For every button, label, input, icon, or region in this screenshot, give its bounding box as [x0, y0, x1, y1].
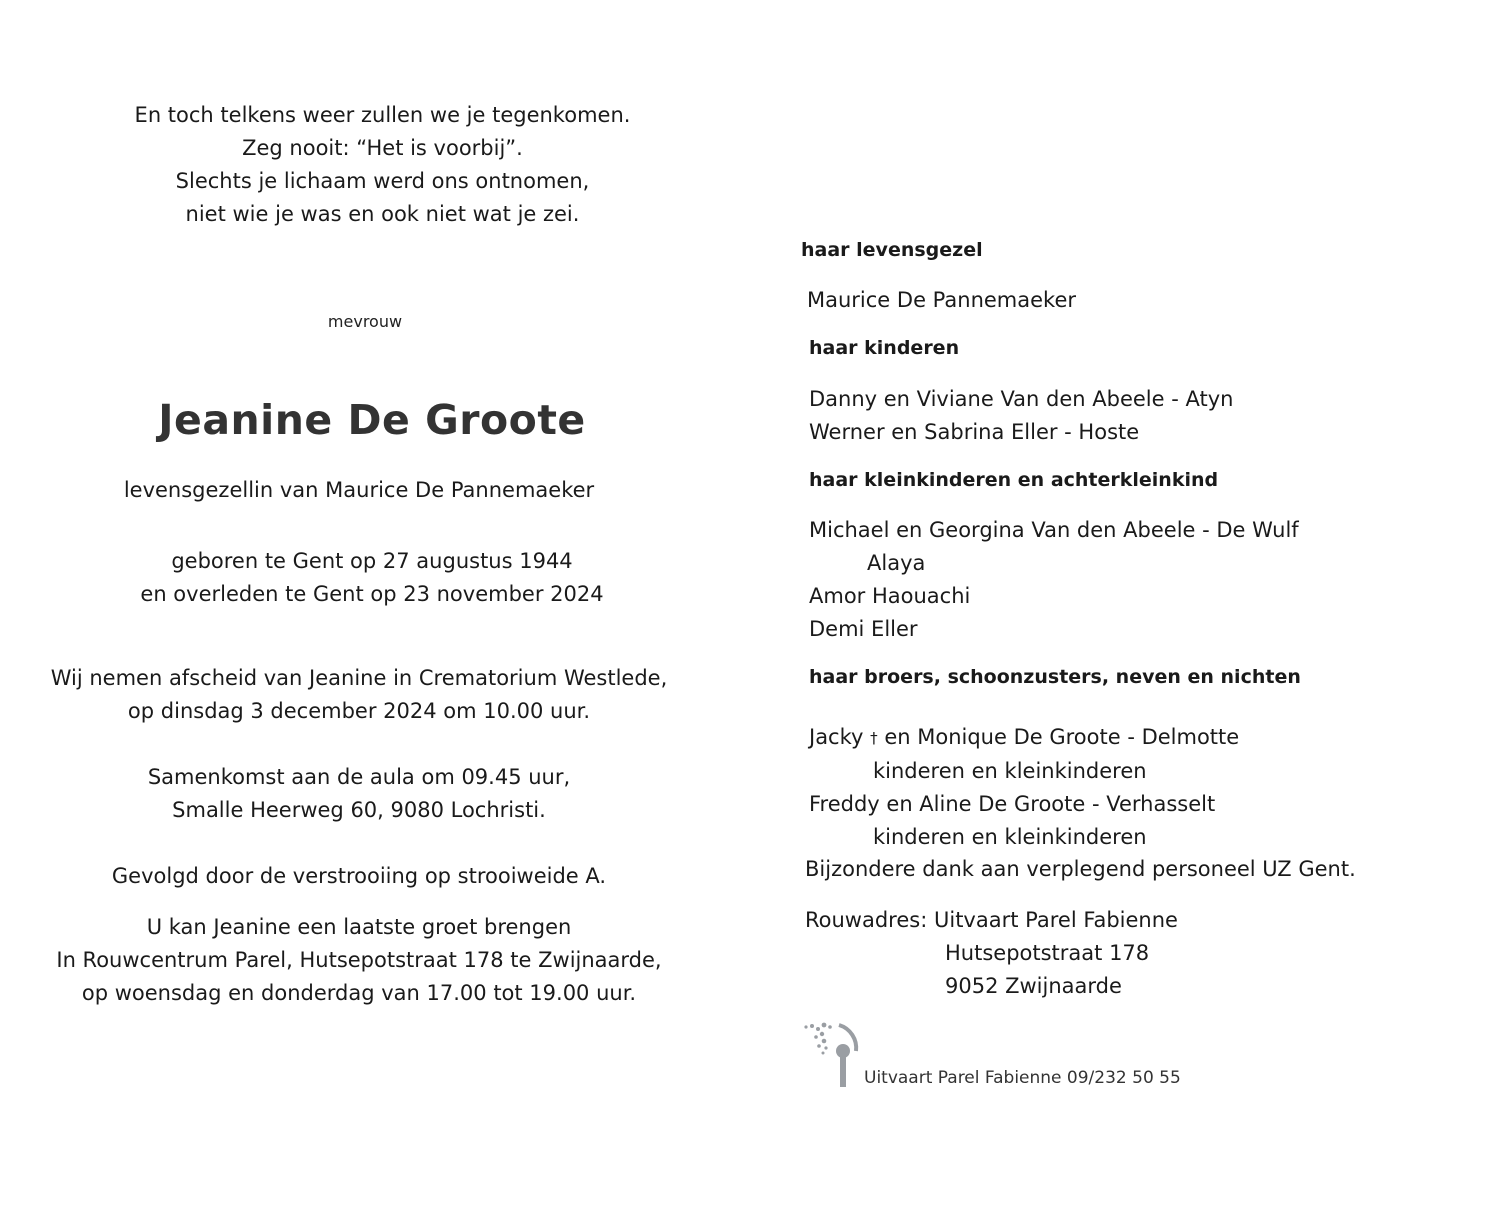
list-item: [809, 721, 1239, 755]
funeral-home-contact: Uitvaart Parel Fabienne 09/232 50 55: [864, 1068, 1181, 1088]
gathering-line: Samenkomst aan de aula om 09.45 uur,: [147, 765, 571, 789]
children-header: haar kinderen: [809, 337, 960, 359]
poem-line: Slechts je lichaam werd ons ontnomen,: [175, 169, 590, 193]
list-item: Michael en Georgina Van den Abeele - De Wulf: [809, 518, 1299, 542]
death-line: en overleden te Gent op 23 november 2024: [140, 582, 604, 606]
ceremony-info: [0, 662, 718, 728]
partner-header: haar levensgezel: [801, 239, 983, 261]
visitation-line: In Rouwcentrum Parel, Hutsepotstraat 178 te Zwijnaarde,: [56, 948, 662, 972]
list-item: kinderen en kleinkinderen: [873, 759, 1147, 783]
ceremony-line: op dinsdag 3 december 2024 om 10.00 uur.: [127, 699, 591, 723]
gathering-line: Smalle Heerweg 60, 9080 Lochristi.: [172, 798, 546, 822]
list-item: kinderen en kleinkinderen: [873, 825, 1147, 849]
grandchildren-list: [809, 514, 1299, 646]
visitation-line: op woensdag en donderdag van 17.00 tot 19.00 uur.: [81, 981, 637, 1005]
thanks-line: Bijzondere dank aan verplegend personeel UZ Gent.: [805, 857, 1356, 881]
deceased-name: Jeanine De Groote: [158, 396, 586, 444]
scattering-info: Gevolgd door de verstrooiing op strooiweide A.: [111, 864, 607, 888]
address-label: Rouwadres:: [805, 908, 928, 932]
list-item: Danny en Viviane Van den Abeele - Atyn: [809, 387, 1234, 411]
address-city: 9052 Zwijnaarde: [945, 974, 1122, 998]
list-item: Demi Eller: [809, 617, 918, 641]
title-prefix: mevrouw: [327, 312, 403, 331]
gathering-info: [0, 761, 718, 827]
list-item: Freddy en Aline De Groote - Verhasselt: [809, 792, 1216, 816]
siblings-list: [809, 721, 1239, 854]
list-item: Alaya: [867, 551, 926, 575]
poem-line: Zeg nooit: “Het is voorbij”.: [242, 136, 523, 160]
birth-line: geboren te Gent op 27 augustus 1944: [171, 549, 573, 573]
mourning-address: [805, 904, 1178, 1003]
funeral-home-logo-icon: [800, 1021, 870, 1091]
list-item: Amor Haouachi: [809, 584, 971, 608]
life-dates: [0, 545, 744, 611]
poem: [0, 99, 765, 231]
partner-name: Maurice De Pannemaeker: [807, 288, 1077, 312]
poem-line: niet wie je was en ook niet wat je zei.: [185, 202, 580, 226]
address-street: Hutsepotstraat 178: [945, 941, 1150, 965]
sibling-name: Jacky: [809, 725, 864, 749]
grandchildren-header: haar kleinkinderen en achterkleinkind: [809, 469, 1219, 491]
children-list: [809, 383, 1233, 449]
visitation-line: U kan Jeanine een laatste groet brengen: [146, 915, 572, 939]
dagger-icon: †: [870, 729, 878, 747]
address-line: [805, 904, 1178, 937]
ceremony-line: Wij nemen afscheid van Jeanine in Crematorium Westlede,: [50, 666, 668, 690]
visitation-info: [0, 911, 718, 1010]
list-item: Werner en Sabrina Eller - Hoste: [809, 420, 1140, 444]
partner-line: levensgezellin van Maurice De Pannemaeker: [123, 478, 595, 502]
address-name: Uitvaart Parel Fabienne: [933, 908, 1178, 932]
siblings-header: haar broers, schoonzusters, neven en nichten: [809, 666, 1301, 688]
poem-line: En toch telkens weer zullen we je tegenkomen.: [134, 103, 631, 127]
sibling-rest: en Monique De Groote - Delmotte: [884, 725, 1240, 749]
